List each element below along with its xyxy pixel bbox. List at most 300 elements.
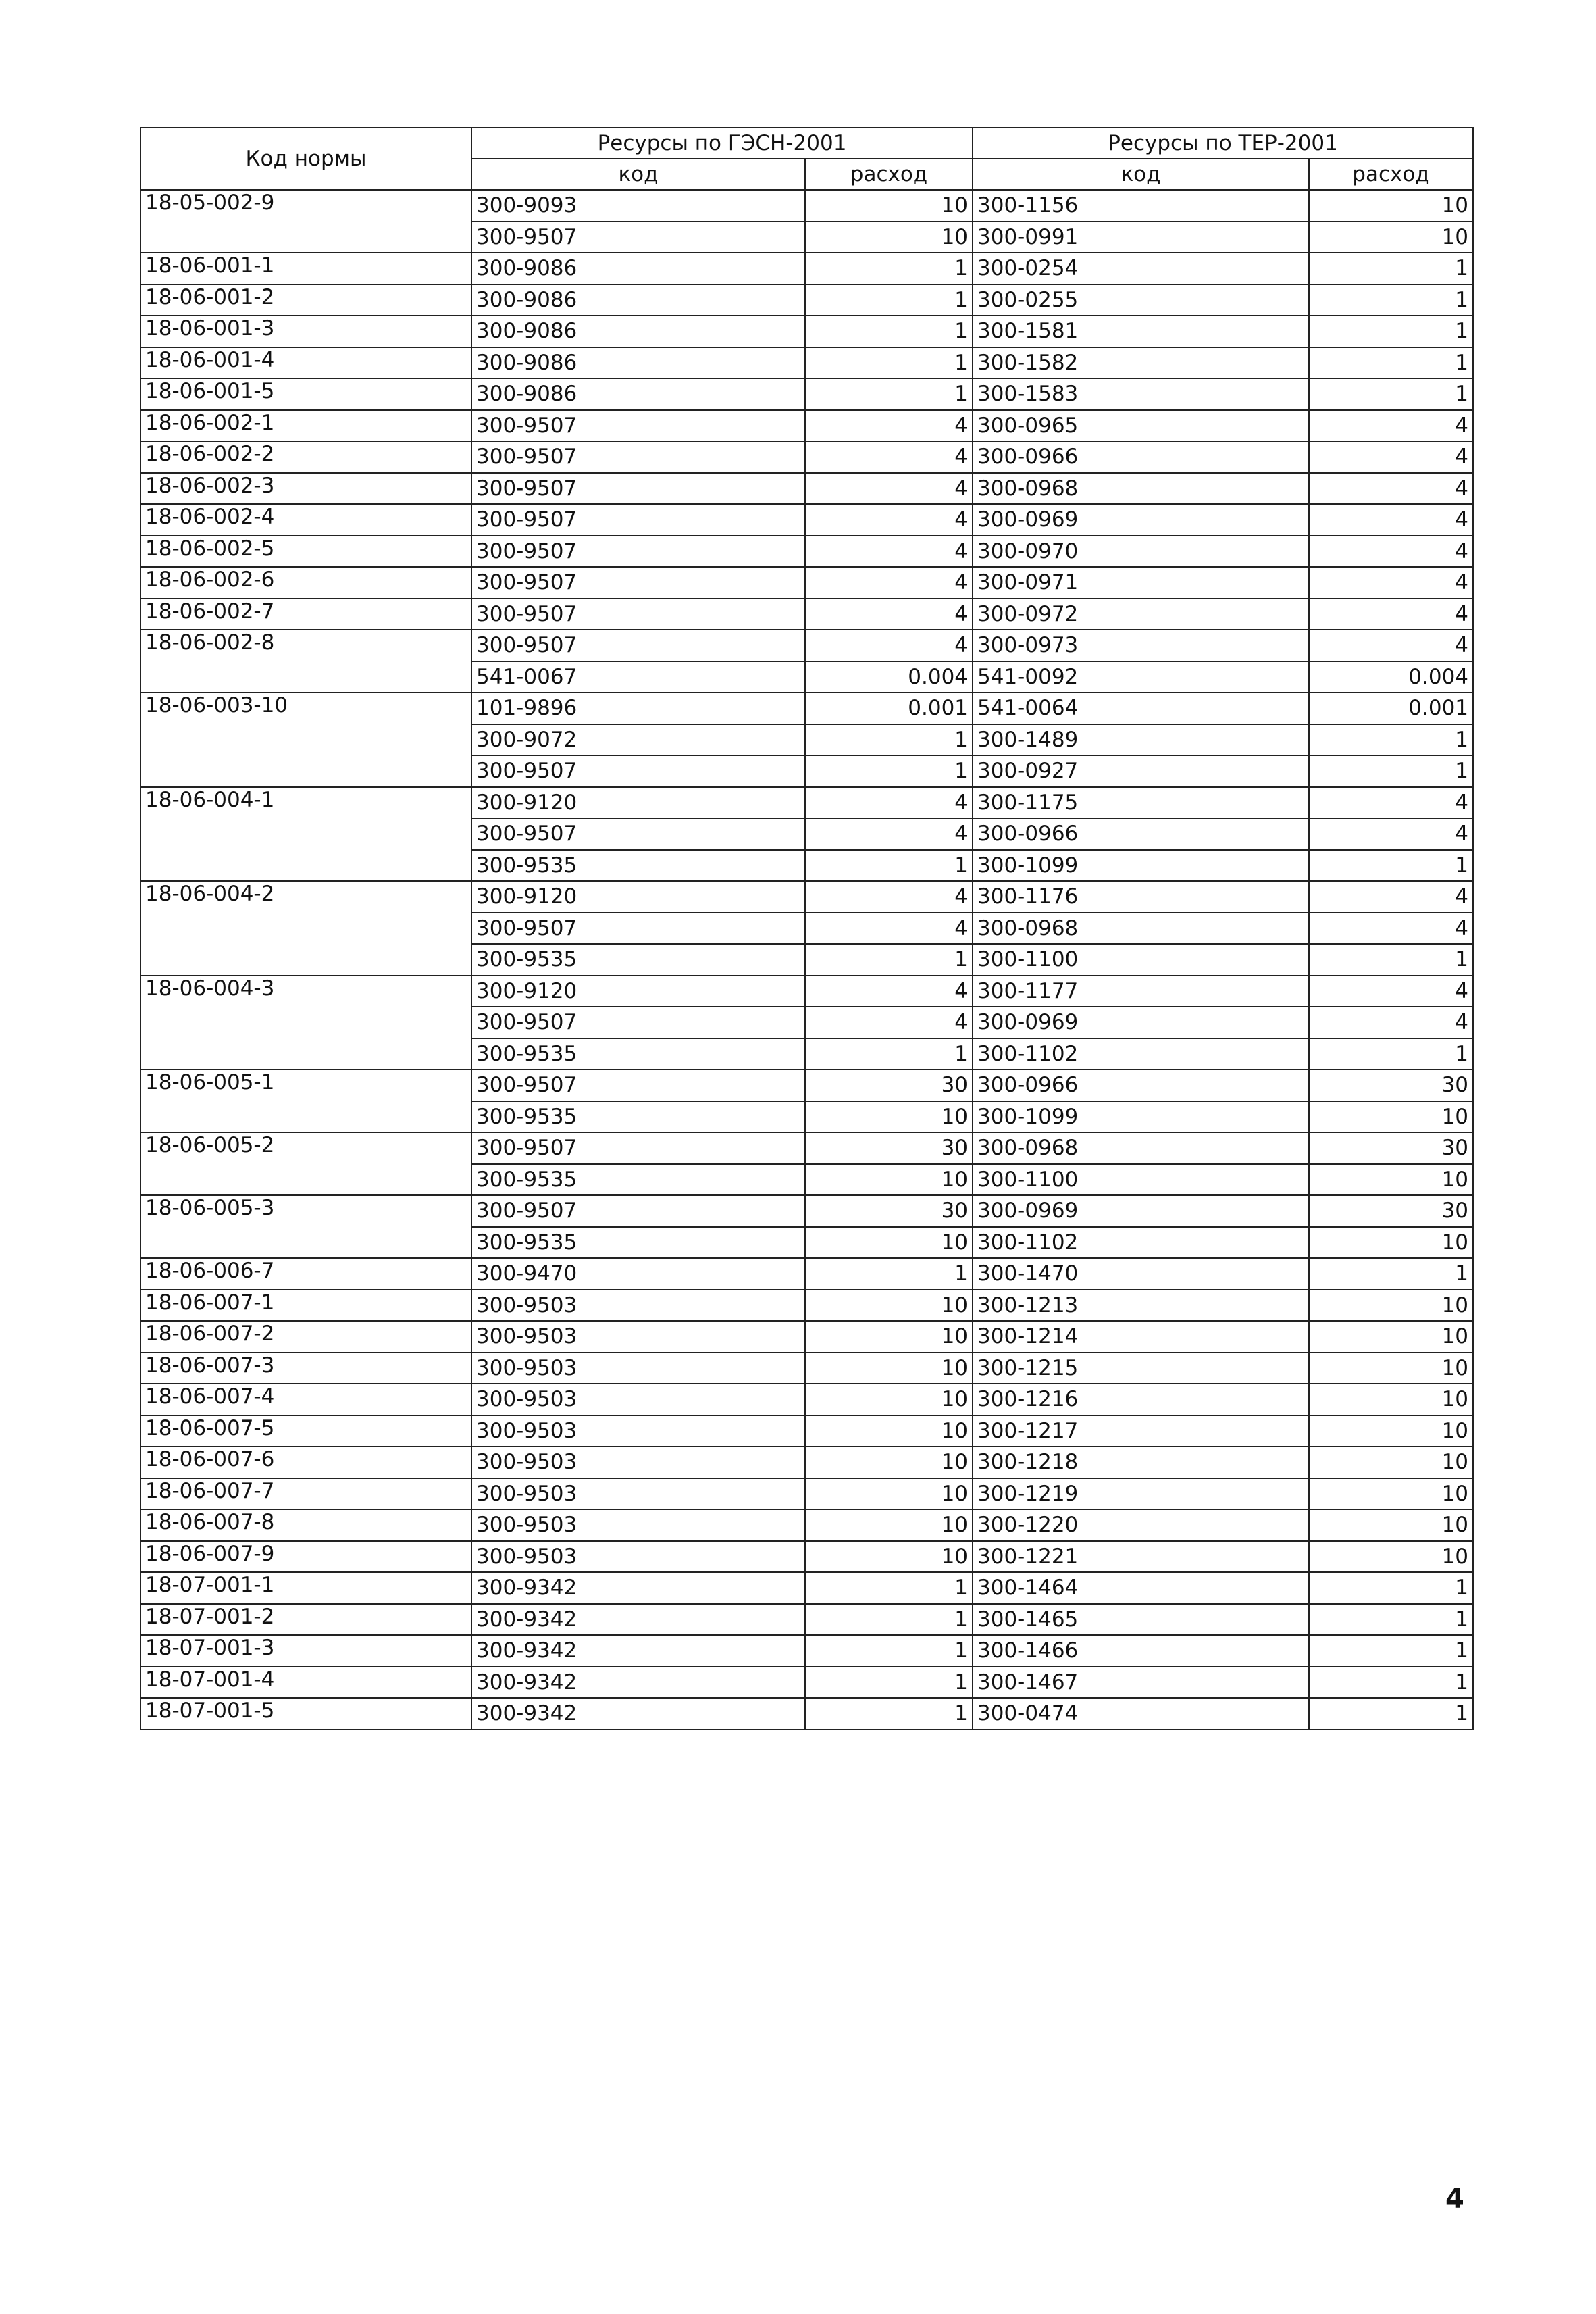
table-row [140,1572,1473,1604]
cell-gesn-code: 300-9086 [471,347,805,379]
cell-ter-code: 541-0092 [973,661,1309,693]
cell-gesn-amount: 1 [805,1038,973,1070]
cell-norm-code [140,944,471,976]
cell-ter-amount: 10 [1309,1321,1473,1353]
cell-norm-code [140,661,471,693]
cell-ter-code: 300-1467 [973,1667,1309,1699]
header-ter-amount: расход [1309,159,1473,190]
cell-gesn-amount: 1 [805,1698,973,1730]
cell-ter-amount: 1 [1309,253,1473,284]
cell-norm-code: 18-06-007-7 [140,1478,471,1510]
table-row [140,599,1473,630]
cell-norm-code: 18-06-001-1 [140,253,471,284]
cell-norm-code: 18-06-002-3 [140,473,471,505]
cell-ter-amount: 10 [1309,1509,1473,1541]
cell-gesn-amount: 10 [805,1101,973,1133]
cell-ter-amount: 1 [1309,378,1473,410]
table-row [140,787,1473,819]
table-row [140,693,1473,724]
cell-ter-amount: 4 [1309,1007,1473,1038]
cell-gesn-code: 300-9086 [471,316,805,347]
cell-gesn-amount: 1 [805,378,973,410]
header-ter-group: Ресурсы по ТЕР-2001 [973,128,1473,159]
cell-ter-amount: 4 [1309,441,1473,473]
table-row [140,1635,1473,1667]
cell-ter-amount: 4 [1309,536,1473,568]
cell-ter-code: 300-0965 [973,410,1309,442]
cell-gesn-amount: 30 [805,1070,973,1101]
cell-gesn-code: 300-9535 [471,1227,805,1259]
cell-ter-amount: 10 [1309,222,1473,253]
cell-gesn-amount: 1 [805,316,973,347]
table-row [140,1667,1473,1699]
cell-gesn-code: 300-9507 [471,1132,805,1164]
cell-ter-code: 300-0969 [973,504,1309,536]
resources-table [140,127,1474,1730]
cell-gesn-code: 300-9072 [471,724,805,756]
cell-norm-code [140,724,471,756]
table-row [140,410,1473,442]
cell-gesn-amount: 1 [805,1667,973,1699]
cell-ter-code: 300-1214 [973,1321,1309,1353]
cell-gesn-code: 300-9507 [471,818,805,850]
cell-gesn-code: 300-9507 [471,441,805,473]
table-row [140,850,1473,882]
cell-ter-amount: 1 [1309,1698,1473,1730]
table-row [140,1195,1473,1227]
table-row [140,473,1473,505]
cell-norm-code: 18-06-005-2 [140,1132,471,1164]
table-row [140,1038,1473,1070]
table-row [140,190,1473,222]
cell-ter-code: 300-0969 [973,1007,1309,1038]
cell-ter-code: 300-0966 [973,441,1309,473]
cell-gesn-amount: 4 [805,976,973,1007]
cell-ter-code: 300-0927 [973,755,1309,787]
cell-ter-code: 300-1156 [973,190,1309,222]
cell-gesn-code: 300-9120 [471,881,805,913]
table-row [140,1698,1473,1730]
cell-ter-amount: 10 [1309,1290,1473,1322]
table-row [140,1321,1473,1353]
cell-gesn-amount: 10 [805,222,973,253]
cell-ter-amount: 10 [1309,1384,1473,1415]
cell-ter-code: 300-0968 [973,913,1309,945]
cell-gesn-code: 300-9503 [471,1290,805,1322]
cell-ter-code: 300-0969 [973,1195,1309,1227]
cell-norm-code: 18-05-002-9 [140,190,471,222]
cell-ter-amount: 1 [1309,347,1473,379]
cell-gesn-code: 300-9507 [471,913,805,945]
cell-gesn-code: 300-9503 [471,1447,805,1478]
cell-gesn-code: 300-9507 [471,222,805,253]
cell-gesn-amount: 1 [805,724,973,756]
cell-gesn-code: 300-9342 [471,1604,805,1636]
table-row [140,1132,1473,1164]
cell-gesn-amount: 1 [805,1572,973,1604]
cell-ter-code: 300-0966 [973,818,1309,850]
cell-ter-amount: 10 [1309,1447,1473,1478]
cell-norm-code: 18-06-002-5 [140,536,471,568]
cell-ter-amount: 10 [1309,1164,1473,1196]
cell-gesn-amount: 1 [805,253,973,284]
cell-gesn-amount: 0.001 [805,693,973,724]
cell-gesn-amount: 10 [805,1164,973,1196]
cell-ter-code: 300-1100 [973,1164,1309,1196]
cell-gesn-code: 300-9086 [471,284,805,316]
cell-gesn-code: 300-9535 [471,1164,805,1196]
table-row [140,1541,1473,1573]
cell-gesn-amount: 4 [805,599,973,630]
cell-ter-code: 300-1465 [973,1604,1309,1636]
table-row [140,1353,1473,1384]
table-row [140,253,1473,284]
cell-ter-amount: 1 [1309,1258,1473,1290]
cell-norm-code: 18-06-005-3 [140,1195,471,1227]
table-row [140,536,1473,568]
cell-norm-code: 18-07-001-2 [140,1604,471,1636]
cell-ter-amount: 4 [1309,976,1473,1007]
cell-gesn-code: 300-9342 [471,1698,805,1730]
table-row [140,1070,1473,1101]
cell-gesn-amount: 1 [805,755,973,787]
cell-ter-amount: 10 [1309,190,1473,222]
cell-ter-amount: 30 [1309,1070,1473,1101]
cell-ter-code: 300-1581 [973,316,1309,347]
cell-gesn-code: 300-9342 [471,1572,805,1604]
cell-norm-code [140,1007,471,1038]
cell-norm-code: 18-06-002-2 [140,441,471,473]
page-number: 4 [1445,2184,1464,2215]
cell-ter-code: 300-1466 [973,1635,1309,1667]
table-row [140,944,1473,976]
cell-gesn-code: 300-9503 [471,1478,805,1510]
cell-gesn-code: 300-9120 [471,976,805,1007]
cell-gesn-amount: 4 [805,410,973,442]
cell-ter-amount: 0.004 [1309,661,1473,693]
table-row [140,1384,1473,1415]
table-row [140,630,1473,661]
cell-gesn-amount: 1 [805,1604,973,1636]
cell-gesn-amount: 10 [805,1321,973,1353]
cell-gesn-code: 300-9507 [471,599,805,630]
cell-gesn-amount: 4 [805,881,973,913]
cell-ter-amount: 4 [1309,818,1473,850]
table-body [140,190,1473,1730]
cell-norm-code: 18-06-007-6 [140,1447,471,1478]
cell-gesn-amount: 4 [805,913,973,945]
cell-gesn-amount: 10 [805,1290,973,1322]
table-row [140,1509,1473,1541]
cell-gesn-code: 300-9342 [471,1667,805,1699]
cell-ter-amount: 1 [1309,284,1473,316]
cell-norm-code [140,1038,471,1070]
cell-norm-code: 18-06-001-3 [140,316,471,347]
cell-gesn-code: 300-9507 [471,1070,805,1101]
cell-norm-code: 18-06-001-4 [140,347,471,379]
cell-norm-code: 18-06-007-3 [140,1353,471,1384]
cell-ter-code: 300-1102 [973,1227,1309,1259]
header-norm-code: Код нормы [140,128,471,190]
cell-ter-amount: 4 [1309,599,1473,630]
cell-norm-code: 18-06-007-9 [140,1541,471,1573]
cell-gesn-code: 300-9503 [471,1415,805,1447]
table-row [140,1604,1473,1636]
cell-ter-amount: 1 [1309,1038,1473,1070]
cell-ter-amount: 1 [1309,944,1473,976]
cell-ter-amount: 4 [1309,787,1473,819]
cell-gesn-amount: 1 [805,1258,973,1290]
cell-ter-amount: 1 [1309,1572,1473,1604]
table-row [140,1007,1473,1038]
cell-gesn-amount: 10 [805,1509,973,1541]
cell-gesn-code: 300-9507 [471,504,805,536]
cell-ter-code: 300-0966 [973,1070,1309,1101]
cell-ter-code: 300-0972 [973,599,1309,630]
cell-gesn-amount: 4 [805,536,973,568]
cell-gesn-amount: 0.004 [805,661,973,693]
cell-norm-code: 18-07-001-4 [140,1667,471,1699]
cell-ter-amount: 1 [1309,316,1473,347]
cell-norm-code: 18-06-007-4 [140,1384,471,1415]
cell-norm-code [140,913,471,945]
cell-norm-code [140,755,471,787]
table-row [140,378,1473,410]
cell-ter-amount: 10 [1309,1353,1473,1384]
cell-ter-code: 300-0255 [973,284,1309,316]
cell-norm-code: 18-06-002-1 [140,410,471,442]
cell-norm-code: 18-06-007-5 [140,1415,471,1447]
table-row [140,347,1473,379]
cell-ter-amount: 10 [1309,1101,1473,1133]
cell-ter-amount: 4 [1309,410,1473,442]
cell-gesn-code: 300-9507 [471,536,805,568]
cell-ter-amount: 4 [1309,504,1473,536]
cell-gesn-amount: 4 [805,630,973,661]
cell-gesn-code: 300-9120 [471,787,805,819]
cell-norm-code [140,818,471,850]
header-gesn-group: Ресурсы по ГЭСН-2001 [471,128,973,159]
cell-ter-code: 300-1217 [973,1415,1309,1447]
cell-ter-amount: 10 [1309,1478,1473,1510]
cell-ter-amount: 1 [1309,755,1473,787]
cell-ter-code: 300-0991 [973,222,1309,253]
cell-ter-amount: 1 [1309,1635,1473,1667]
cell-ter-code: 300-0474 [973,1698,1309,1730]
cell-norm-code: 18-06-006-7 [140,1258,471,1290]
cell-gesn-code: 300-9342 [471,1635,805,1667]
cell-gesn-code: 300-9086 [471,253,805,284]
cell-gesn-amount: 10 [805,1384,973,1415]
table-row [140,567,1473,599]
cell-ter-amount: 30 [1309,1195,1473,1227]
cell-gesn-amount: 1 [805,850,973,882]
table-row [140,818,1473,850]
table-row [140,1447,1473,1478]
cell-ter-amount: 30 [1309,1132,1473,1164]
cell-ter-amount: 4 [1309,473,1473,505]
cell-ter-code: 300-1099 [973,850,1309,882]
table-row [140,724,1473,756]
cell-norm-code: 18-06-002-7 [140,599,471,630]
cell-norm-code: 18-06-005-1 [140,1070,471,1101]
cell-gesn-amount: 4 [805,818,973,850]
table-header [140,128,1473,190]
cell-norm-code [140,850,471,882]
cell-gesn-code: 300-9503 [471,1321,805,1353]
cell-norm-code [140,1164,471,1196]
cell-ter-code: 300-1177 [973,976,1309,1007]
header-gesn-amount: расход [805,159,973,190]
cell-ter-code: 300-1216 [973,1384,1309,1415]
table-row [140,913,1473,945]
cell-gesn-amount: 4 [805,787,973,819]
cell-ter-amount: 1 [1309,850,1473,882]
cell-ter-amount: 1 [1309,724,1473,756]
cell-norm-code: 18-06-004-1 [140,787,471,819]
cell-gesn-code: 300-9535 [471,850,805,882]
cell-gesn-amount: 4 [805,1007,973,1038]
cell-gesn-amount: 30 [805,1132,973,1164]
cell-gesn-code: 300-9503 [471,1353,805,1384]
cell-gesn-code: 300-9086 [471,378,805,410]
cell-ter-code: 300-1102 [973,1038,1309,1070]
cell-gesn-code: 300-9535 [471,1101,805,1133]
table-row [140,1227,1473,1259]
cell-ter-code: 300-1221 [973,1541,1309,1573]
table-row [140,976,1473,1007]
cell-ter-code: 300-0254 [973,253,1309,284]
cell-norm-code: 18-06-002-4 [140,504,471,536]
cell-gesn-amount: 10 [805,1447,973,1478]
cell-norm-code: 18-07-001-3 [140,1635,471,1667]
table-row [140,504,1473,536]
cell-norm-code: 18-06-001-2 [140,284,471,316]
header-ter-code: код [973,159,1309,190]
cell-ter-amount: 0.001 [1309,693,1473,724]
cell-norm-code: 18-06-007-1 [140,1290,471,1322]
cell-gesn-amount: 4 [805,473,973,505]
table-row [140,755,1473,787]
cell-gesn-amount: 1 [805,284,973,316]
cell-gesn-amount: 4 [805,441,973,473]
cell-gesn-code: 300-9535 [471,1038,805,1070]
cell-ter-code: 541-0064 [973,693,1309,724]
cell-ter-code: 300-1100 [973,944,1309,976]
cell-ter-code: 300-1176 [973,881,1309,913]
cell-ter-code: 300-1099 [973,1101,1309,1133]
cell-gesn-amount: 1 [805,1635,973,1667]
cell-gesn-code: 300-9507 [471,1007,805,1038]
cell-gesn-amount: 4 [805,504,973,536]
cell-gesn-amount: 10 [805,1415,973,1447]
cell-gesn-code: 300-9503 [471,1541,805,1573]
cell-gesn-code: 300-9507 [471,410,805,442]
cell-ter-amount: 10 [1309,1227,1473,1259]
cell-gesn-code: 300-9093 [471,190,805,222]
cell-ter-amount: 1 [1309,1604,1473,1636]
cell-norm-code [140,222,471,253]
table-row [140,222,1473,253]
cell-norm-code: 18-07-001-1 [140,1572,471,1604]
table-row [140,1258,1473,1290]
cell-ter-amount: 4 [1309,881,1473,913]
cell-norm-code: 18-07-001-5 [140,1698,471,1730]
cell-ter-code: 300-1175 [973,787,1309,819]
cell-ter-amount: 4 [1309,913,1473,945]
cell-ter-code: 300-1489 [973,724,1309,756]
cell-gesn-code: 300-9503 [471,1509,805,1541]
cell-gesn-amount: 10 [805,1227,973,1259]
table-row [140,1415,1473,1447]
cell-gesn-amount: 10 [805,190,973,222]
cell-gesn-amount: 10 [805,1353,973,1384]
cell-gesn-amount: 4 [805,567,973,599]
cell-ter-code: 300-1470 [973,1258,1309,1290]
cell-ter-code: 300-0968 [973,473,1309,505]
table-row [140,441,1473,473]
cell-norm-code: 18-06-007-2 [140,1321,471,1353]
table-row [140,1164,1473,1196]
cell-norm-code: 18-06-003-10 [140,693,471,724]
cell-ter-amount: 4 [1309,567,1473,599]
cell-norm-code: 18-06-004-2 [140,881,471,913]
table-row [140,661,1473,693]
cell-norm-code: 18-06-002-6 [140,567,471,599]
cell-gesn-code: 300-9535 [471,944,805,976]
table-row [140,1290,1473,1322]
cell-ter-code: 300-1583 [973,378,1309,410]
cell-ter-code: 300-0971 [973,567,1309,599]
cell-ter-code: 300-0968 [973,1132,1309,1164]
cell-ter-code: 300-1220 [973,1509,1309,1541]
cell-gesn-code: 101-9896 [471,693,805,724]
table-row [140,881,1473,913]
cell-ter-code: 300-1218 [973,1447,1309,1478]
cell-ter-code: 300-1464 [973,1572,1309,1604]
cell-ter-code: 300-1219 [973,1478,1309,1510]
cell-gesn-code: 300-9503 [471,1384,805,1415]
cell-norm-code [140,1227,471,1259]
cell-ter-amount: 10 [1309,1415,1473,1447]
cell-norm-code [140,1101,471,1133]
cell-ter-amount: 10 [1309,1541,1473,1573]
cell-norm-code: 18-06-007-8 [140,1509,471,1541]
cell-ter-amount: 4 [1309,630,1473,661]
table-row [140,1478,1473,1510]
cell-gesn-code: 300-9470 [471,1258,805,1290]
cell-ter-amount: 1 [1309,1667,1473,1699]
cell-ter-code: 300-1215 [973,1353,1309,1384]
header-gesn-code: код [471,159,805,190]
cell-gesn-amount: 10 [805,1478,973,1510]
cell-norm-code: 18-06-004-3 [140,976,471,1007]
table-row [140,316,1473,347]
cell-gesn-code: 541-0067 [471,661,805,693]
cell-ter-code: 300-0970 [973,536,1309,568]
cell-gesn-amount: 10 [805,1541,973,1573]
table-row [140,1101,1473,1133]
cell-norm-code: 18-06-001-5 [140,378,471,410]
cell-norm-code: 18-06-002-8 [140,630,471,661]
cell-gesn-amount: 1 [805,944,973,976]
cell-gesn-code: 300-9507 [471,567,805,599]
cell-gesn-code: 300-9507 [471,630,805,661]
cell-gesn-code: 300-9507 [471,1195,805,1227]
cell-ter-code: 300-1213 [973,1290,1309,1322]
cell-ter-code: 300-1582 [973,347,1309,379]
table-row [140,284,1473,316]
